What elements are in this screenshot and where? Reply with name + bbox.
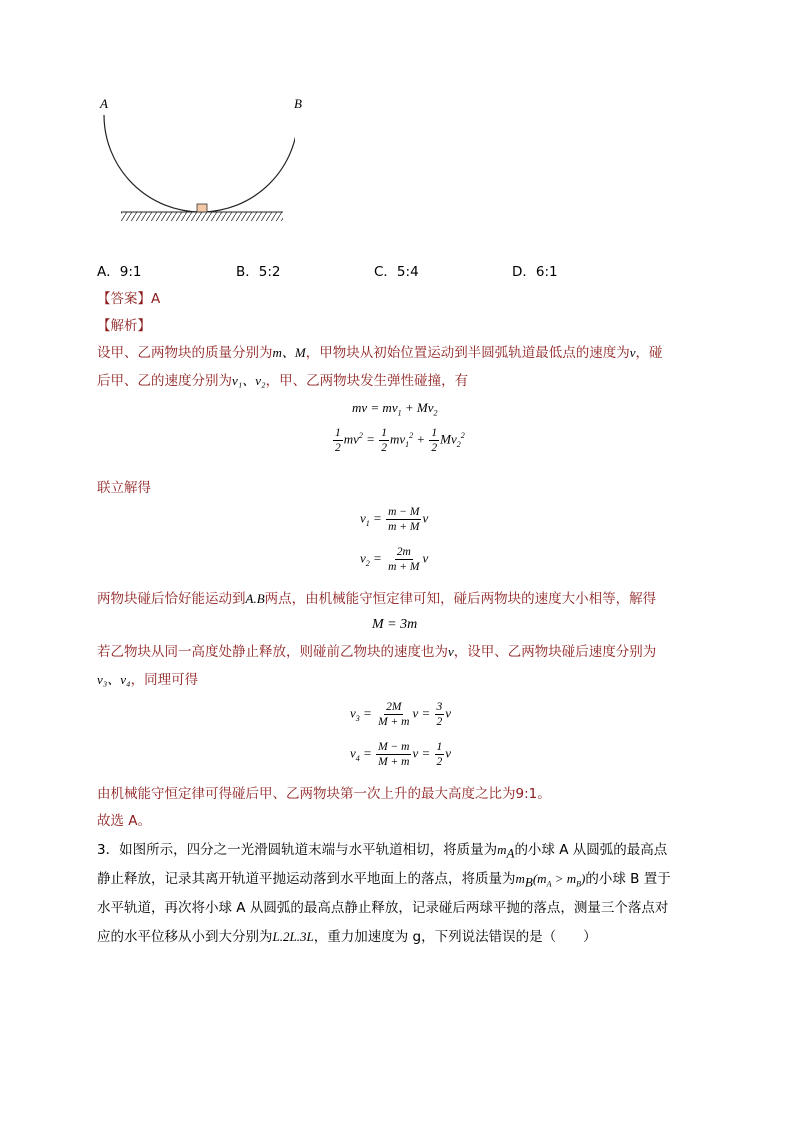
joint-solve: 联立解得: [97, 480, 151, 496]
ground-hatching: [121, 212, 283, 221]
answer-label: 【答案】A: [97, 291, 161, 307]
analysis-line-3: 两物块碰后恰好能运动到A.B两点，由机械能守恒定律可知，碰后两物块的速度大小相等，解得: [97, 591, 657, 607]
option-c: C．5:4: [374, 264, 419, 280]
eq-energy: $\frac{1}{2}$ $mv^2$ = $\frac{1}{2}$ $mv_1^2$ + $\frac{1}{2}$ $Mv_2^2$: [335, 427, 465, 454]
label-a: A: [100, 96, 108, 111]
q3-line-4: 应的水平位移从小到大分别为L.2L.3L，重力加速度为 g，下列说法错误的是（ ）: [97, 929, 597, 945]
option-b: B．5:2: [236, 264, 281, 280]
analysis-line-4: 若乙物块从同一高度处静止释放，则碰前乙物块的速度也为v，设甲、乙两物块碰后速度分别为: [97, 644, 657, 660]
option-d: D．6:1: [512, 264, 558, 280]
analysis-line-5: v₃、v₄，同理可得: [97, 672, 199, 688]
block: [197, 204, 207, 212]
option-a: A．9:1: [97, 264, 142, 280]
q3-line-2: 静止释放，记录其离开轨道平抛运动落到水平地面上的落点，将质量为$m_B(m_A > m_B)$的小球 B 置于: [97, 871, 671, 890]
semicircle-track-figure: [95, 95, 295, 230]
analysis-line-6: 由机械能守恒定律可得碰后甲、乙两物块第一次上升的最大高度之比为9:1。: [97, 786, 551, 802]
analysis-line-1: 设甲、乙两物块的质量分别为m、M，甲物块从初始位置运动到半圆弧轨道最低点的速度为v，碰: [97, 345, 663, 361]
eq-v3: $v_3$ = $\frac{2M}{M + m}$ v = $\frac{3}{2}$ v: [350, 701, 452, 728]
eq-momentum: mv = $mv_1 + Mv_2$: [352, 400, 438, 418]
eq-v2: $v_2$ = $\frac{2m}{m + M}$ v: [360, 546, 429, 573]
choose-answer: 故选 A。: [97, 813, 152, 829]
label-b: B: [294, 96, 302, 111]
semicircle-arc: [104, 115, 295, 212]
analysis-label: 【解析】: [97, 318, 151, 334]
q3-line-1: 3．如图所示，四分之一光滑圆轨道末端与水平轨道相切，将质量为$m_A$的小球 A 从圆弧的最高点: [97, 842, 668, 861]
q3-line-3: 水平轨道，再次将小球 A 从圆弧的最高点静止释放，记录碰后两球平抛的落点，测量三个落点对: [97, 900, 669, 916]
eq-M-3m: M = 3m: [372, 617, 418, 632]
analysis-line-2: 后甲、乙的速度分别为v₁、v₂，甲、乙两物块发生弹性碰撞，有: [97, 373, 469, 389]
eq-v4: $v_4$ = $\frac{M - m}{M + m}$ v = $\frac{1}{2}$ v: [350, 741, 452, 768]
eq-v1: $v_1$ = $\frac{m - M}{m + M}$ v: [360, 506, 429, 533]
